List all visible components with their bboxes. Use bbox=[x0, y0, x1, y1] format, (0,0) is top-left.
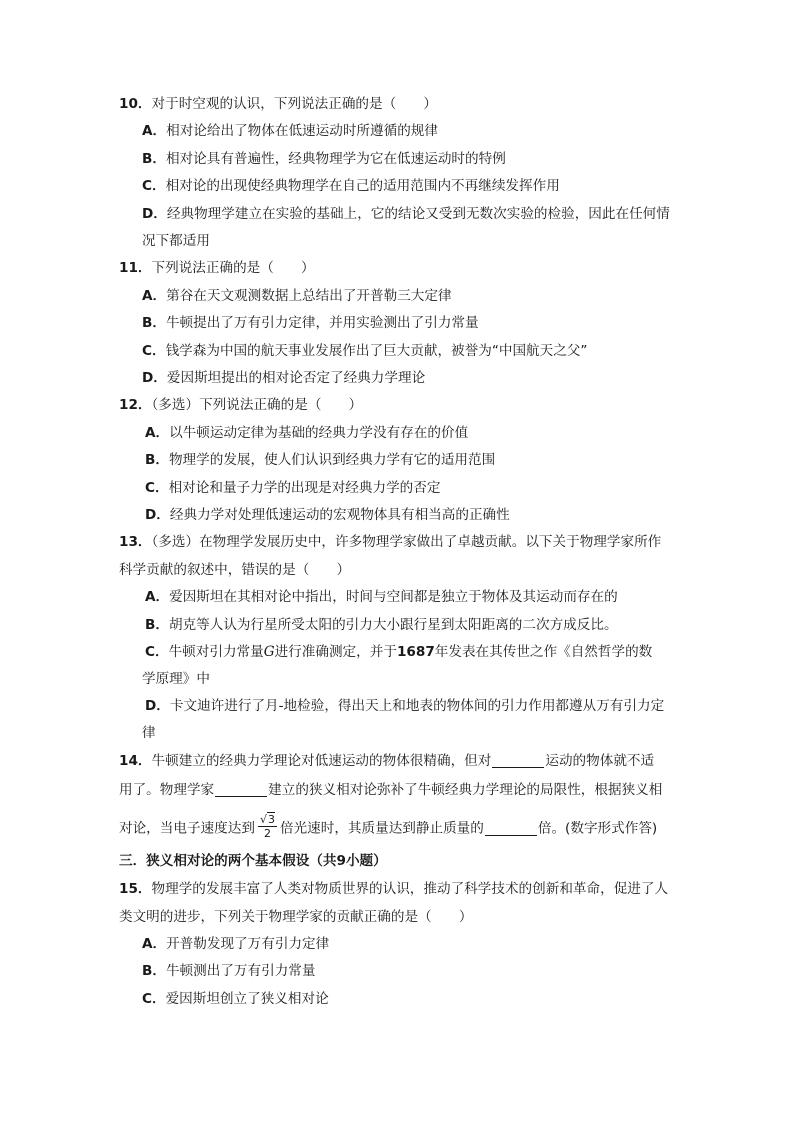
question-number: 14． bbox=[119, 753, 152, 769]
option-text: 经典物理学建立在实验的基础上，它的结论又受到无数次实验的检验，因此在任何情 bbox=[166, 206, 670, 222]
option-label: A． bbox=[142, 123, 167, 139]
section-heading: 三．狭义相对论的两个基本假设（共9小题） bbox=[119, 853, 387, 869]
answer-blank-3[interactable] bbox=[485, 821, 537, 836]
question-14-line-1 bbox=[119, 752, 654, 770]
option-label: A． bbox=[145, 589, 170, 605]
option-label: C． bbox=[145, 480, 169, 496]
fraction-denominator: 2 bbox=[263, 827, 271, 840]
option-label: D． bbox=[145, 698, 170, 714]
option-label: A． bbox=[142, 936, 167, 952]
question-number: 12． bbox=[119, 397, 152, 413]
option-text: 钱学森为中国的航天事业发展作出了巨大贡献，被誉为“中国航天之父” bbox=[165, 343, 588, 359]
option-text: 经典力学对处理低速运动的宏观物体具有相当高的正确性 bbox=[169, 507, 510, 523]
question-text: 倍。(数字形式作答) bbox=[537, 820, 658, 837]
question-14-line-3 bbox=[119, 815, 657, 842]
option-label: B． bbox=[142, 151, 166, 167]
question-number: 15． bbox=[119, 881, 152, 897]
option-text: 进行准确测定，并于 bbox=[274, 644, 397, 660]
option-label: D． bbox=[142, 370, 167, 386]
fraction-sqrt3-over-2: $\frac{√3}{2}$ bbox=[259, 813, 275, 840]
question-13-stem-continued: 科学贡献的叙述中，错误的是（ ） bbox=[119, 562, 351, 578]
option-text: 爱因斯坦在其相对论中指出，时间与空间都是独立于物体及其运动而存在的 bbox=[169, 589, 618, 605]
option-text: 年发表在其传世之作《自然哲学的数 bbox=[434, 644, 653, 660]
variable-g: G bbox=[263, 644, 275, 660]
question-11-option-b bbox=[142, 314, 479, 332]
question-text: （多选）在物理学发展历史中，许多物理学家做出了卓越贡献。以下关于物理学家所作 bbox=[151, 534, 662, 550]
question-13-stem bbox=[119, 533, 661, 551]
question-15-option-a bbox=[142, 935, 329, 953]
question-text: 对论，当电子速度达到 bbox=[119, 820, 255, 837]
question-15-stem-continued: 类文明的进步，下列关于物理学家的贡献正确的是（ ） bbox=[119, 909, 473, 925]
question-13-option-c bbox=[145, 643, 652, 661]
question-text: 下列说法正确的是（ ） bbox=[151, 260, 315, 276]
option-text: 牛顿对引力常量 bbox=[168, 644, 264, 660]
question-14-line-2 bbox=[119, 781, 662, 799]
option-text: 卡文迪许进行了月-地检验，得出天上和地表的物体间的引力作用都遵从万有引力定 bbox=[169, 698, 665, 714]
question-10-option-c bbox=[142, 177, 560, 195]
question-number: 10． bbox=[119, 96, 152, 112]
question-number: 13． bbox=[119, 534, 152, 550]
option-text: 相对论具有普遍性，经典物理学为它在低速运动时的特例 bbox=[165, 151, 506, 167]
question-text: 对于时空观的认识，下列说法正确的是（ ） bbox=[151, 96, 437, 112]
option-text: 第谷在天文观测数据上总结出了开普勒三大定律 bbox=[166, 288, 452, 304]
question-11-stem bbox=[119, 259, 315, 277]
option-label: B． bbox=[142, 963, 166, 979]
option-label: A． bbox=[142, 288, 167, 304]
option-label: C． bbox=[142, 178, 166, 194]
option-text: 胡克等人认为行星所受太阳的引力大小跟行星到太阳距离的二次方成反比。 bbox=[168, 617, 618, 633]
option-text: 物理学的发展，使人们认识到经典力学有它的适用范围 bbox=[168, 452, 496, 468]
question-12-stem bbox=[119, 396, 362, 414]
question-13-option-b bbox=[145, 616, 618, 634]
question-13-option-a bbox=[145, 588, 618, 606]
question-11-option-d bbox=[142, 369, 425, 387]
option-text: 爱因斯坦创立了狭义相对论 bbox=[165, 991, 329, 1007]
question-12-option-b bbox=[145, 451, 495, 469]
question-13-option-d bbox=[145, 697, 664, 715]
option-text: 相对论的出现使经典物理学在自己的适用范围内不再继续发挥作用 bbox=[165, 178, 560, 194]
answer-blank-1[interactable] bbox=[492, 753, 544, 768]
option-text: 开普勒发现了万有引力定律 bbox=[166, 936, 330, 952]
option-label: C． bbox=[145, 644, 169, 660]
question-number: 11． bbox=[119, 260, 152, 276]
question-text: 物理学的发展丰富了人类对物质世界的认识，推动了科学技术的创新和革命，促进了人 bbox=[151, 881, 669, 897]
question-10-option-d bbox=[142, 205, 670, 223]
option-label: C． bbox=[142, 991, 166, 1007]
question-13-option-c-continued: 学原理》中 bbox=[142, 671, 210, 687]
question-13-option-d-continued: 律 bbox=[142, 725, 156, 741]
question-12-option-a bbox=[145, 424, 468, 442]
question-text: 建立的狭义相对论弥补了牛顿经典力学理论的局限性，根据狭义相 bbox=[268, 782, 663, 798]
fraction-numerator: 3 bbox=[267, 813, 275, 826]
question-text: 倍光速时，其质量达到静止质量的 bbox=[279, 820, 484, 837]
option-label: B． bbox=[145, 617, 169, 633]
question-10-stem bbox=[119, 95, 437, 113]
question-10-option-a bbox=[142, 122, 438, 140]
question-10-option-d-continued: 况下都适用 bbox=[142, 233, 210, 249]
question-text: 用了。物理学家 bbox=[119, 782, 215, 798]
question-10-option-b bbox=[142, 150, 506, 168]
question-15-option-c bbox=[142, 990, 329, 1008]
answer-blank-2[interactable] bbox=[215, 782, 267, 797]
option-text: 牛顿测出了万有引力常量 bbox=[165, 963, 316, 979]
option-label: D． bbox=[145, 507, 170, 523]
option-text: 以牛顿运动定律为基础的经典力学没有存在的价值 bbox=[169, 425, 469, 441]
option-label: D． bbox=[142, 206, 167, 222]
option-label: A． bbox=[145, 425, 170, 441]
option-label: B． bbox=[145, 452, 169, 468]
question-text: （多选）下列说法正确的是（ ） bbox=[151, 397, 363, 413]
question-15-option-b bbox=[142, 962, 316, 980]
option-label: C． bbox=[142, 343, 166, 359]
question-12-option-d bbox=[145, 506, 510, 524]
question-text: 牛顿建立的经典力学理论对低速运动的物体很精确，但对 bbox=[151, 753, 492, 769]
option-text: 牛顿提出了万有引力定律，并用实验测出了引力常量 bbox=[165, 315, 479, 331]
year-text: 1687 bbox=[396, 644, 435, 660]
option-text: 相对论给出了物体在低速运动时所遵循的规律 bbox=[166, 123, 438, 139]
question-text: 运动的物体就不适 bbox=[545, 753, 655, 769]
question-15-stem bbox=[119, 880, 668, 898]
question-11-option-c bbox=[142, 342, 587, 360]
question-11-option-a bbox=[142, 287, 452, 305]
option-label: B． bbox=[142, 315, 166, 331]
option-text: 相对论和量子力学的出现是对经典力学的否定 bbox=[168, 480, 441, 496]
option-text: 爱因斯坦提出的相对论否定了经典力学理论 bbox=[166, 370, 426, 386]
question-12-option-c bbox=[145, 479, 440, 497]
